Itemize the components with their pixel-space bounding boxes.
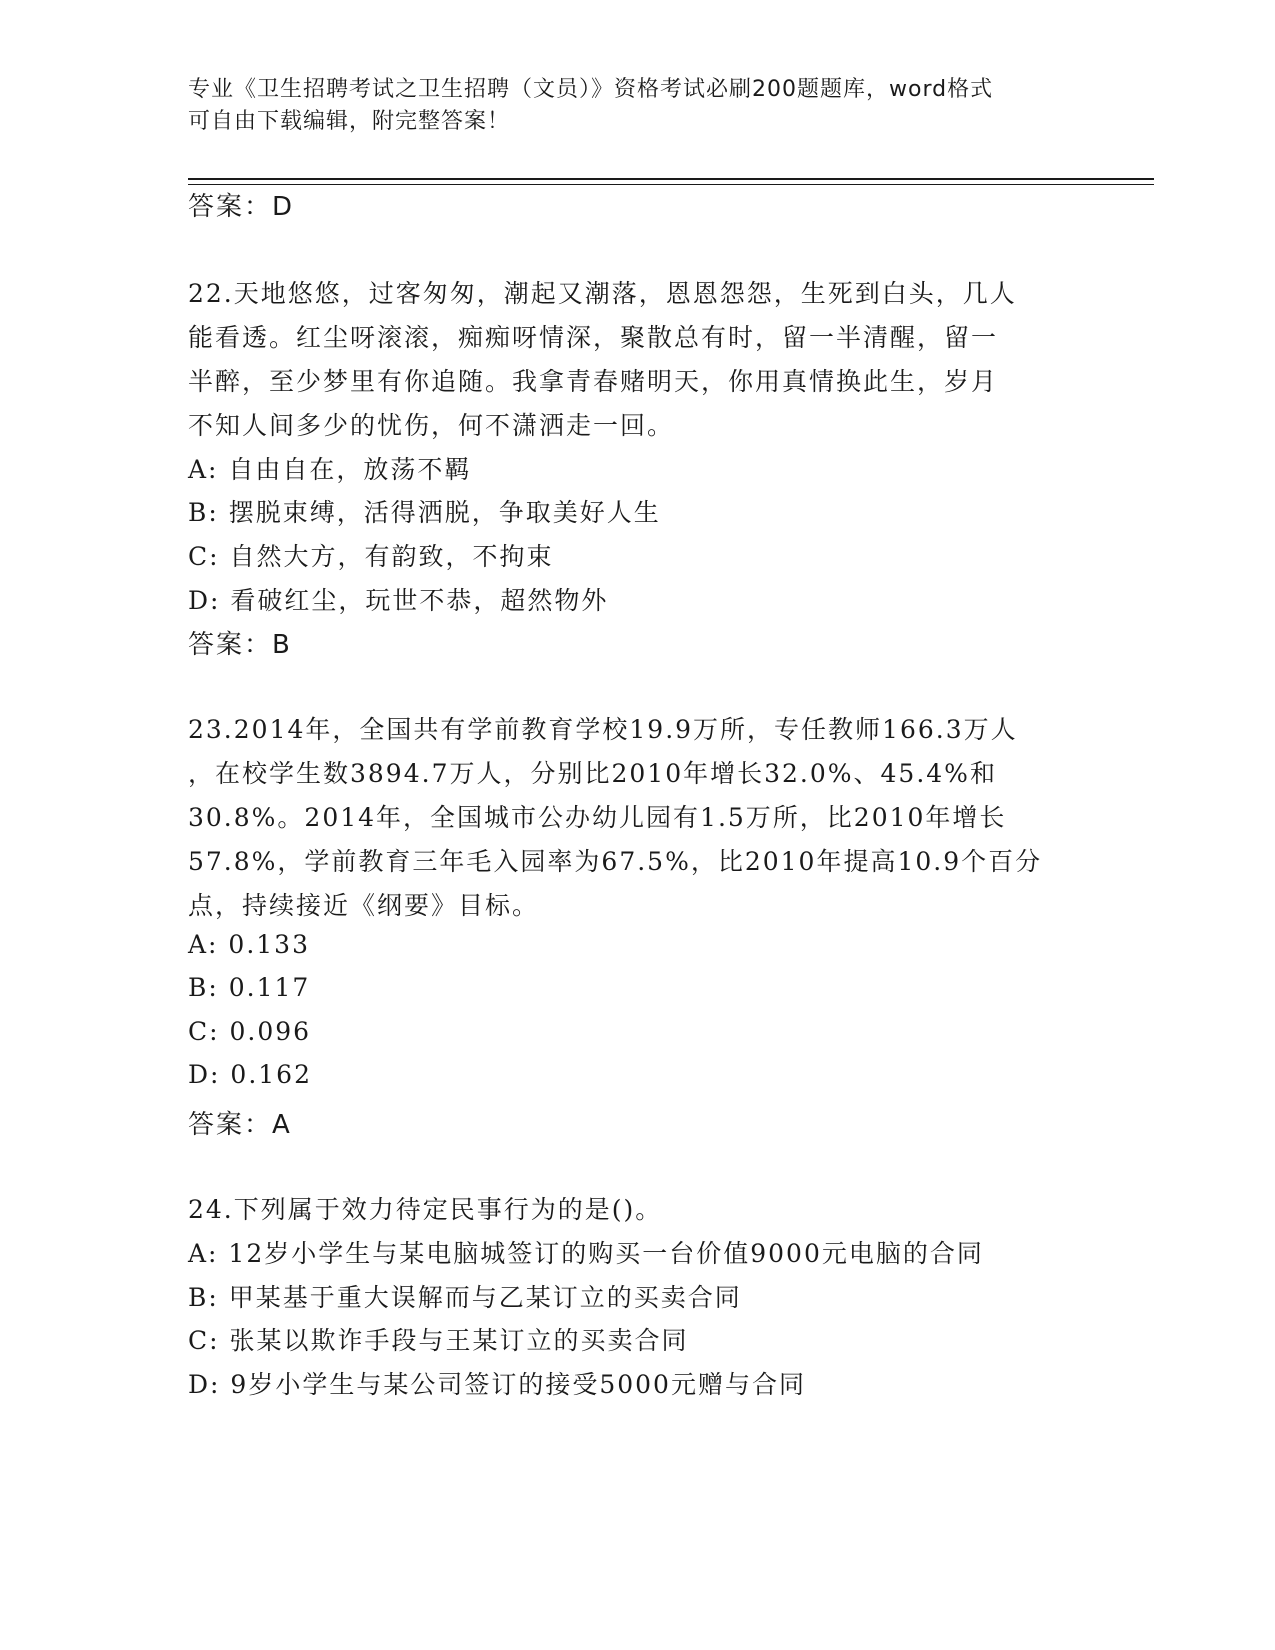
- question-stem-line: 能看透。红尘呀滚滚，痴痴呀情深，聚散总有时，留一半清醒，留一: [188, 323, 999, 352]
- header-rule-thick: [188, 178, 1154, 180]
- option-c: C: 张某以欺诈手段与王某订立的买卖合同: [188, 1326, 689, 1355]
- option-d: D: 0.162: [188, 1060, 312, 1089]
- option-d: D: 9岁小学生与某公司签订的接受5000元赠与合同: [188, 1370, 806, 1399]
- question-stem-line: 半醉，至少梦里有你追随。我拿青春赌明天，你用真情换此生，岁月: [188, 367, 999, 396]
- document-header: [188, 74, 1088, 138]
- question-stem-line: 30.8%。2014年，全国城市公办幼儿园有1.5万所，比2010年增长: [188, 803, 1007, 832]
- option-a: A: 自由自在，放荡不羁: [188, 455, 472, 484]
- option-a: A: 0.133: [188, 930, 310, 959]
- question-stem-line: ，在校学生数3894.7万人，分别比2010年增长32.0%、45.4%和: [188, 759, 997, 788]
- option-c: C: 0.096: [188, 1017, 312, 1046]
- header-rule-thin: [188, 184, 1154, 185]
- option-b: B: 摆脱束缚，活得洒脱，争取美好人生: [188, 498, 661, 527]
- question-stem-line: 24.下列属于效力待定民事行为的是()。: [188, 1195, 663, 1224]
- option-b: B: 0.117: [188, 973, 311, 1002]
- question-stem-line: 点，持续接近《纲要》目标。: [188, 891, 540, 920]
- question-stem-line: 23.2014年，全国共有学前教育学校19.9万所，专任教师166.3万人: [188, 715, 1018, 744]
- option-d: D: 看破红尘，玩世不恭，超然物外: [188, 586, 609, 615]
- option-c: C: 自然大方，有韵致，不拘束: [188, 542, 554, 571]
- option-b: B: 甲某基于重大误解而与乙某订立的买卖合同: [188, 1283, 742, 1312]
- header-line-2: 可自由下载编辑，附完整答案！: [188, 109, 511, 134]
- answer-label: 答案：B: [188, 630, 292, 660]
- option-a: A: 12岁小学生与某电脑城签订的购买一台价值9000元电脑的合同: [188, 1239, 984, 1268]
- previous-answer: 答案：D: [188, 192, 295, 222]
- question-stem-line: 22.天地悠悠，过客匆匆，潮起又潮落，恩恩怨怨，生死到白头，几人: [188, 279, 1017, 308]
- answer-label: 答案：A: [188, 1110, 292, 1140]
- question-stem-line: 不知人间多少的忧伤，何不潇洒走一回。: [188, 411, 675, 440]
- header-line-1: 专业《卫生招聘考试之卫生招聘（文员）》资格考试必刷200题题库，word格式: [188, 77, 994, 102]
- question-stem-line: 57.8%，学前教育三年毛入园率为67.5%，比2010年提高10.9个百分: [188, 847, 1043, 876]
